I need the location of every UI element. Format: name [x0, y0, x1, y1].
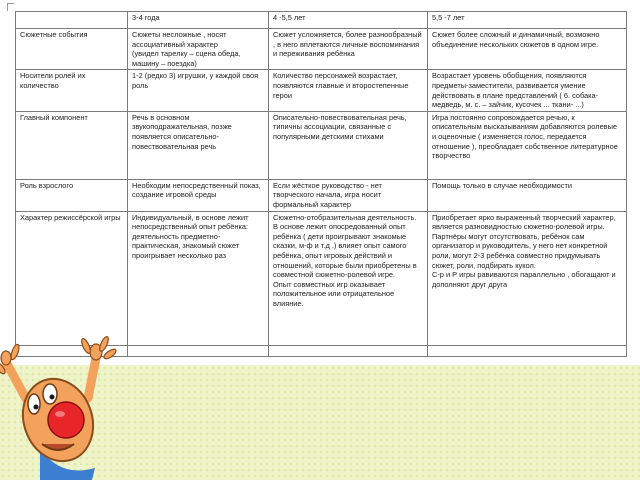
table-cell: Количество персонажей возрастает, появляются главные и второстепенные герои — [269, 70, 428, 111]
table-cell: Необходим непосредственный показ, создание игровой среды — [128, 179, 269, 211]
table-cell: Сюжет более сложный и динамичный, возможно объединение нескольких сюжетов в одном игре. — [428, 29, 627, 70]
mascot-nose-highlight — [55, 411, 65, 417]
table-cell: Индивидуальный, в основе лежит непосредственный опыт ребёнка: деятельность предметно-практическая, знакомый сюжет проигрывает несколько раз — [128, 211, 269, 345]
mascot-right-hand — [80, 335, 118, 360]
table-cell-empty — [428, 345, 627, 356]
table-row-director-play — [16, 211, 627, 345]
mascot-right-arm — [88, 358, 96, 398]
table-cell: Речь в основном звукоподражательная, позже появляется описательно-повествовательная речь — [128, 111, 269, 179]
table-row-main-component — [16, 111, 627, 179]
table-cell: Описательно-повествовательная речь, типичны ассоциации, связанные с популярными детскими стихами — [269, 111, 428, 179]
table-cell: Возрастает уровень обобщения, появляются предметы-заместители, развивается умение действовать в плане представлений ( 6. собака-медведь, м. с. – зайчик, кусочек ... ткани- ...) — [428, 70, 627, 111]
table-row-role-carriers — [16, 70, 627, 111]
table-cell: Сюжетно-отобразительная деятельность. В основе лежит опосредованный опыт ребёнка ( дети проигрывают знакомые сказки, м-ф и т.д .) влияет опыт самого ребёнка, опыт игровых действий и отношений, которые были приобретены в совместной сюжетно-ролевой игре. Опыт совместных игр оказывает положительное или отрицательное влияние. — [269, 211, 428, 345]
header-cell-empty — [16, 12, 128, 29]
cartoon-mascot-icon — [0, 328, 135, 480]
table-cell-empty — [269, 345, 428, 356]
row-label: Главный компонент — [16, 111, 128, 179]
table-cell: Игра постоянно сопровождается речью, к описательным высказываниям добавляются ролевые и оценочные ( изменяется голос, передается отношение ), преобладает собственное литературное творчество — [428, 111, 627, 179]
table-cell: Приобретает ярко выраженный творческий характер, является разновидностью сюжетно-ролевой игры. Партнёры могут отсутствовать, ребёнок сам организатор и руководитель, у него нет конкретной роли, могут 2-3 ребёнка совместно придумывать сюжет, роли, подбирать кукол. С-р и Р игры равиваются параллельно , обогащают и дополняют друг друга — [428, 211, 627, 345]
mascot-left-eye — [28, 394, 40, 414]
table-cell: Сюжеты несложные , носят ассоциативный характер (увидел тарелку – сцена обеда, машину – поездка) — [128, 29, 269, 70]
table-cell: 1-2 (редко 3) игрушки, у каждой своя роль — [128, 70, 269, 111]
mascot-nose — [48, 402, 84, 438]
mascot-left-pupil — [34, 405, 39, 410]
row-label: Носители ролей их количество — [16, 70, 128, 111]
table-row-adult-role — [16, 179, 627, 211]
table-cell-empty — [128, 345, 269, 356]
header-cell-age-5-7: 5,5 -7 лет — [428, 12, 627, 29]
corner-crop-mark — [7, 3, 14, 11]
row-label: Характер режиссёрской игры — [16, 211, 128, 345]
table-header-row — [16, 12, 627, 29]
table-cell: Если жёсткое руководство - нет творческого начала, игра носит формальный характер — [269, 179, 428, 211]
header-cell-age-4-5: 4 -5,5 лет — [269, 12, 428, 29]
header-cell-age-3-4: 3-4 года — [128, 12, 269, 29]
row-label: Роль взрослого — [16, 179, 128, 211]
mascot-right-eye — [43, 384, 57, 404]
play-characteristics-table — [15, 11, 627, 357]
mascot-right-pupil — [50, 395, 55, 400]
table-cell: Помощь только в случае необходимости — [428, 179, 627, 211]
row-label: Сюжетные события — [16, 29, 128, 70]
table-row-plot-events — [16, 29, 627, 70]
table-cell: Сюжет усложняется, более разнообразный , в него вплетаются личные воспоминания и переживания ребёнка — [269, 29, 428, 70]
